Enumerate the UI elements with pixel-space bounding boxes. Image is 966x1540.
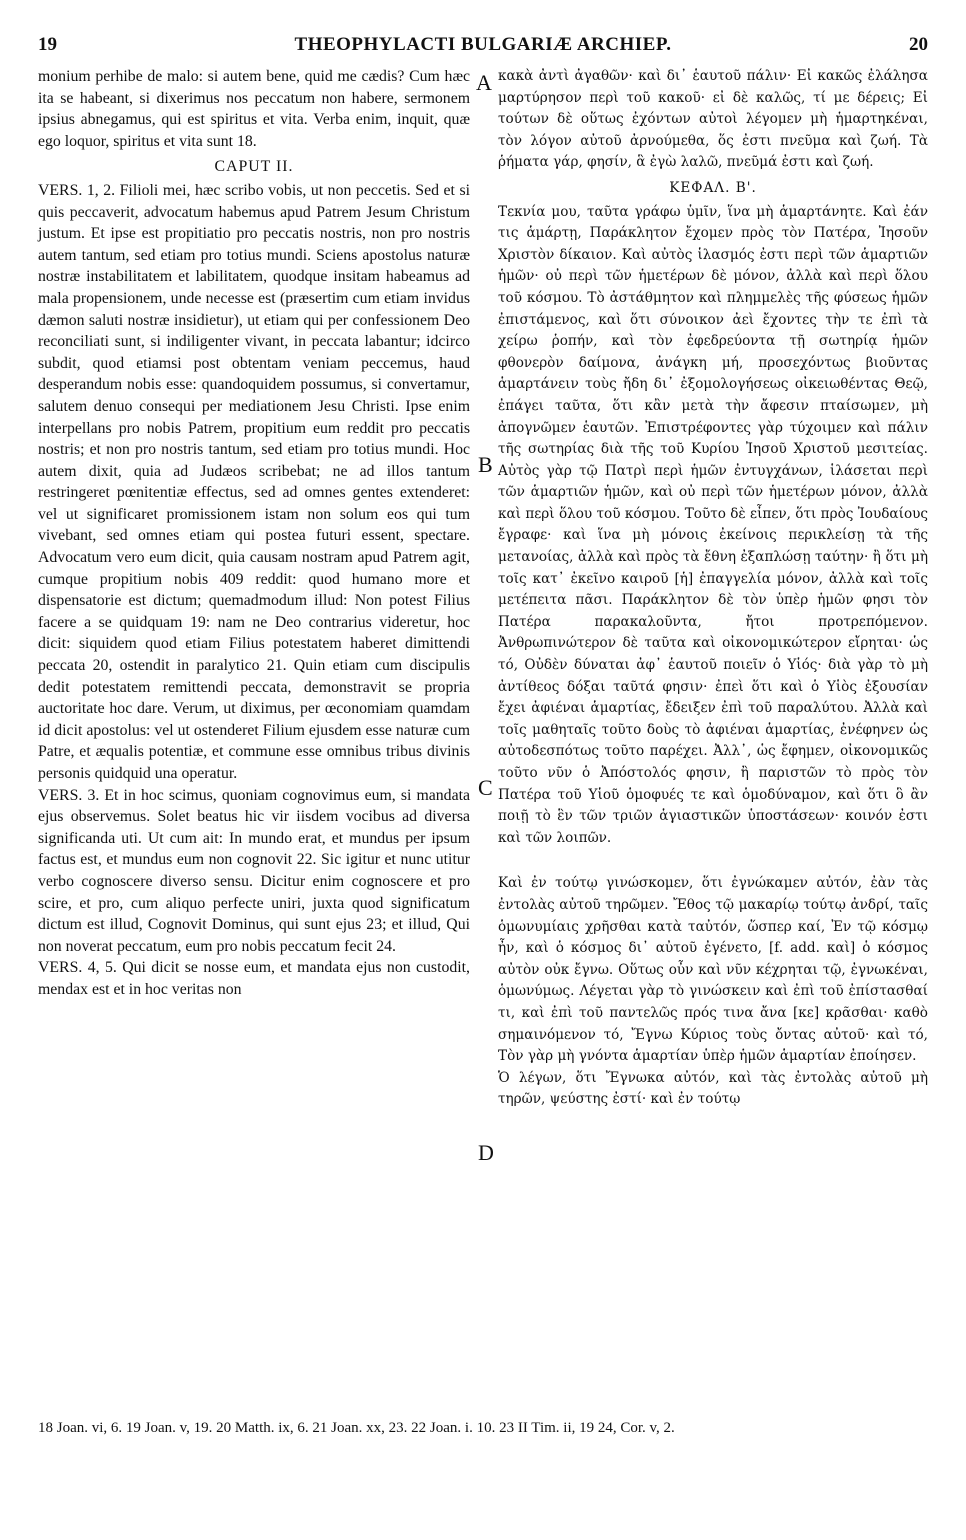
latin-paragraph: monium perhibe de malo: si autem bene, quid me cædis? Cum hæc ita se habeant, si dixerimus nos peccatum non habere, sermonem ipsius abnegamus, qui est spiritus et vita. Verba enim, inquit, quæ ego loquor, spiritus et vita sunt 18. xyxy=(38,68,470,150)
margin-letter: C xyxy=(478,775,493,800)
latin-column xyxy=(38,66,470,1001)
latin-paragraph: VERS. 4, 5. Qui dicit se nosse eum, et mandata ejus non custodit, mendax est et in hoc veritas non xyxy=(38,959,470,998)
latin-paragraph: VERS. 3. Et in hoc scimus, quoniam cognovimus eum, si mandata ejus observemus. Solet beatus hic vir iisdem vocibus ad diversa significanda uti. Ut cum ait: In mundo erat, et mundus per ipsum factus est, et mundus eum non cognovit 22. Sic igitur et nunc utitur verbo cognoscere diverso sensu. Dicitur enim cognoscere et pro scire, et pro, cum aliquo perfecte uniri, juxta quod significatum dictum est illud, Cognovit Dominus, qui sunt ejus 23; et illud, Qui non noverat peccatum, eum pro nobis peccatum fecit 24. xyxy=(38,786,470,955)
greek-paragraph: Ὁ λέγων, ὅτι Ἔγνωκα αὐτόν, καὶ τὰς ἐντολὰς αὐτοῦ μὴ τηρῶν, ψεύστης ἐστί· καὶ ἐν τούτῳ xyxy=(498,1069,928,1108)
greek-paragraph: κακὰ ἀντὶ ἀγαθῶν· καὶ δι᾽ ἑαυτοῦ πάλιν· Εἰ κακῶς ἐλάλησα μαρτύρησον περὶ τοῦ κακοῦ· εἰ δὲ καλῶς, τί με δέρεις; Εἰ τούτων δὲ οὕτως ἐχόντων αὐτοὶ λέγομεν μὴ ἡμαρτηκέναι, τὸν λόγον αὐτοῦ ἀρνούμεθα, ὅς ἐστι πνεῦμα καὶ ζωή. Τὰ ῥήματα γάρ, φησίν, ἃ ἐγὼ λαλῶ, πνεῦμά ἐστι καὶ ζωή. xyxy=(498,68,928,171)
greek-chapter-heading: ΚΕΦΑΛ. Β'. xyxy=(669,179,757,196)
latin-paragraph: VERS. 1, 2. Filioli mei, hæc scribo vobis, ut non peccetis. Sed et si quis peccaverit, advocatum habemus apud Patrem Jesum Christum justum. Et ipse est propitiatio pro peccatis nostris, non pro nostris autem tantum, sed etiam pro totius mundi. Sciens apostolus naturæ nostræ instabilitatem et labilitatem, quodque insitam habeamus ad mala propensionem, unde necesse est (præsertim cum etiam invidus dæmon saluti nostræ insidietur), ut etiam qui per confessionem Deo reconciliati sunt, si indiligenter vivant, in peccata labantur; idcirco subdit, quod etiamsi post obtentam veniam peccemus, haud desperandum nobis esse: quandoquidem possumus, si convertamur, salutem denuo consequi per mediationem Jesu Christi. Ipse enim interpellans pro nobis Patrem, propitium eum reddit pro peccatis nostris; et non pro nostris tantum, sed etiam pro totius mundi. Hoc autem dixit, quia ad Judæos scribebat; ne ad illos tantum restringeret pœnitentiæ effectus, sed ad omnes gentes extenderet: vel ut significaret promissionem istam non solum eos qui tum vivebant, sed omnes etiam qui postea futuri essent, spectare. Advocatum vero eum dicit, quia causam nostram apud Patrem agit, cumque propitium nobis 409 reddit: quod humano more et dispensatorie est dictum; quemadmodum illud: Non potest Filius facere a se quidquam 19: nam ne Deo contrarius videretur, hoc dicit: siquidem quod etiam Filius potestatem haberet dimittendi peccata 20, ostendit in paralytico 21. Quin etiam cum discipulis dedit potestatem remittendi peccata, demonstravit se propria auctoritate hoc dare. Verum, ut diximus, per œconomiam quamdam id dicit apostolus: vel ut ostenderet Filium ejusdem esse naturæ cum Patre, et æqualis potentiæ, et commune esse omnibus tribus divinis personis quidquid una operatur. xyxy=(38,181,470,782)
margin-letter: B xyxy=(478,452,493,477)
margin-letter: D xyxy=(478,1140,494,1165)
running-title: THEOPHYLACTI BULGARIÆ ARCHIEP. xyxy=(294,34,672,55)
running-header xyxy=(38,34,928,60)
greek-paragraph: Τεκνία μου, ταῦτα γράφω ὑμῖν, ἵνα μὴ ἁμαρτάνητε. Καὶ ἐάν τις ἁμάρτῃ, Παράκλητον ἔχομεν πρὸς τὸν Πατέρα, Ἰησοῦν Χριστὸν δίκαιον. Καὶ αὐτὸς ἱλασμός ἐστι περὶ τῶν ἁμαρτιῶν ἡμῶν· οὐ περὶ τῶν ἡμετέρων δὲ μόνον, ἀλλὰ καὶ περὶ ὅλου τοῦ κόσμου. Τὸ ἀστάθμητον καὶ πλημμελὲς τῆς φύσεως ἡμῶν ἐπιστάμενος, καὶ ὅτι σύνοικον ἀεὶ ἔχοντες τὴν τε ἐπὶ τὰ χείρω ῥοπήν, καὶ τὸν ἐφεδρεύοντα τῇ σωτηρίᾳ ἡμῶν φθονερὸν δαίμονα, ἀνάγκη μή, προσεχόντως βιοῦντας ἁμαρτάνειν τοὺς ἤδη δι᾽ ἐξομολογήσεως οἰκειωθέντας Θεῷ, ἐπάγει ταῦτα, ὅτι κἂν μετὰ τὴν ἄφεσιν πταίσωμεν, μὴ ἀπογνῶμεν ἑαυτῶν. Ἐπιστρέφοντες γὰρ τύχοιμεν καὶ πάλιν τῆς σωτηρίας διὰ τῆς τοῦ Κυρίου Ἰησοῦ Χριστοῦ μεσιτείας. Αὐτὸς γὰρ τῷ Πατρὶ περὶ ἡμῶν ἐντυγχάνων, ἱλάσεται περὶ τῶν ἁμαρτιῶν ἡμῶν, καὶ οὐ περὶ τῶν ἡμετέρων μόνον, ἀλλὰ καὶ περὶ ὅλου τοῦ κόσμου. Τοῦτο δὲ εἶπεν, ὅτι πρὸς Ἰουδαίους ἔγραφε· καὶ ἵνα μὴ μόνοις ἐκείνοις περικλείσῃ τὰ τῆς μετανοίας, ἀλλὰ καὶ πρὸς τὰ ἔθνη ἐξαπλώσῃ ταύτην· ἢ ὅτι μὴ τοῖς κατ᾽ ἐκεῖνο καιροῦ [ἡ] ἐπαγγελία μόνον, ἀλλὰ καὶ τοῖς μετέπειτα πᾶσι. Παράκλητον δὲ τὸν ὑπὲρ ἡμῶν φησι τὸν Πατέρα παρακαλοῦντα, ἤτοι προτρεπόμενον. Ἀνθρωπινώτερον δὲ ταῦτα καὶ οἰκονομικώτερον εἴρηται· ὡς τό, Οὐδὲν δύναται ἀφ᾽ ἑαυτοῦ ποιεῖν ὁ Υἱός· διὰ γὰρ τὸ μὴ ἀντίθεος δόξαι ταῦτά φησιν· ἐπεὶ ὅτι καὶ ὁ Υἱὸς ἐξουσίαν ἔχει ἀφιέναι ἁμαρτίας, ἔδειξεν ἐπὶ τοῦ παραλύτου. Ἀλλὰ καὶ τοῖς μαθηταῖς τοῦτο δοὺς τὸ ἀφιέναι ἁμαρτίας, ἐνέφηνεν ὡς αὐτοδεσπότως τοῦτο παρέχει. Ἀλλ᾽, ὡς ἔφημεν, οἰκονομικῶς τοῦτο νῦν ὁ Ἀπόστολός φησιν, ἢ παριστῶν τὸ πρὸς τὸν Πατέρα τοῦ Υἱοῦ ὁμοφυές τε καὶ ὁμοδύναμον, καὶ ὅτι ὃ ἂν ποιῇ τὸ ἓν τῶν τριῶν ἁγιαστικῶν ὑποστάσεων· κοινόν ἐστι καὶ τῶν λοιπῶν. xyxy=(498,203,928,846)
greek-paragraph: Καὶ ἐν τούτῳ γινώσκομεν, ὅτι ἐγνώκαμεν αὐτόν, ἐὰν τὰς ἐντολὰς αὐτοῦ τηρῶμεν. Ἔθος τῷ μακαρίῳ τούτῳ ἀνδρί, ταῖς ὁμωνυμίαις χρῆσθαι κατὰ ταὐτόν, ὥσπερ καί, Ἐν τῷ κόσμῳ ἦν, καὶ ὁ κόσμος δι᾽ αὐτοῦ ἐγένετο, [f. add. καὶ] ὁ κόσμος αὐτὸν οὐκ ἔγνω. Οὕτως οὖν καὶ νῦν κέχρηται τῷ, ἐγνωκέναι, ὁμωνύμως. Λέγεται γὰρ τὸ γινώσκειν καὶ ἐπὶ τοῦ ἐπίστασθαί τι, καὶ ἐπὶ τοῦ παντελῶς πρός τινα ἄνα [κε] κρᾶσθαι· καθὸ σημαινόμενον τό, Ἔγνω Κύριος τοὺς ὄντας αὐτοῦ· καὶ τό, Τὸν γὰρ μὴ γνόντα ἁμαρτίαν ὑπὲρ ἡμῶν ἁμαρτίαν ἐποίησεν. xyxy=(498,875,928,1065)
latin-chapter-heading: CAPUT II. xyxy=(214,158,294,176)
margin-letter: A xyxy=(476,70,492,95)
greek-column xyxy=(498,66,928,1111)
footnotes: 18 Joan. vi, 6. 19 Joan. v, 19. 20 Matth. ix, 6. 21 Joan. xx, 23. 22 Joan. i. 10. 23 II Tim. ii, 19 24, Cor. v, 2. xyxy=(38,1420,675,1436)
page-number-left: 19 xyxy=(38,34,57,55)
page-number-right: 20 xyxy=(909,34,928,55)
